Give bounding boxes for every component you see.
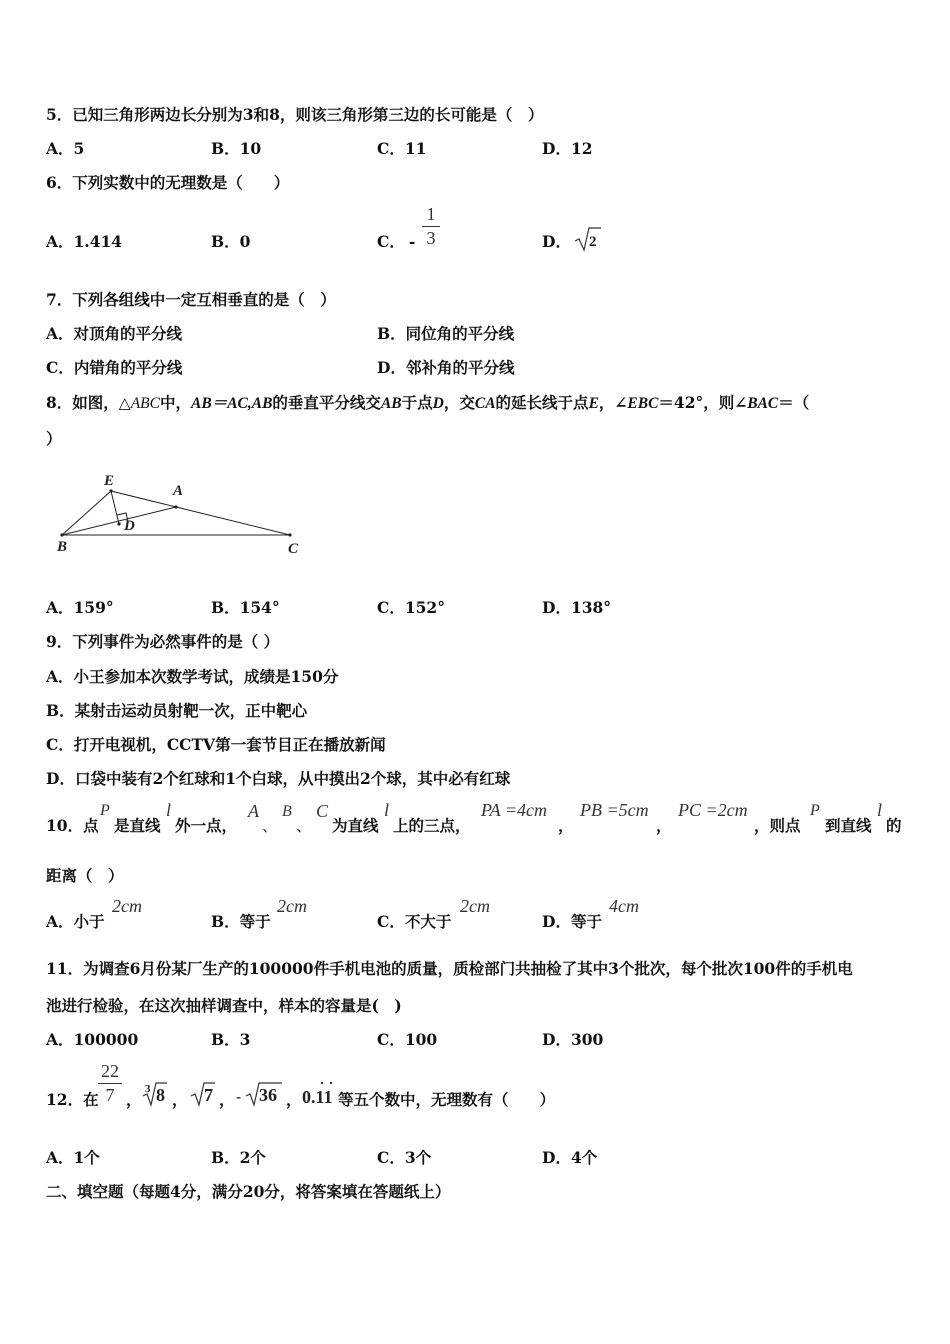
- svg-text:8: 8: [156, 1085, 165, 1105]
- q6-option-b: B．0: [211, 232, 251, 251]
- q12-comma-1: ，: [126, 1090, 142, 1109]
- q10-option-d: D．等于: [542, 912, 602, 931]
- label-b: B: [57, 539, 68, 555]
- q10-line-l: l: [166, 800, 172, 820]
- q10-pb: PB =5cm: [580, 800, 649, 820]
- q10-point-a: A: [248, 801, 259, 821]
- q12-cube-root: [142, 1080, 168, 1108]
- q12-negative-sign: -: [236, 1088, 242, 1106]
- q12-fraction: 22 7: [98, 1061, 122, 1106]
- q10-option-a-value: 2cm: [112, 896, 142, 916]
- q12-repeating-decimal: [302, 1078, 342, 1108]
- q10-stem-line-2: 距离（ ）: [46, 866, 124, 885]
- q10-option-b: B．等于: [211, 912, 271, 931]
- q10-text-1: 是直线: [114, 816, 161, 835]
- q10-sep-1: 、: [262, 817, 278, 835]
- q12-comma-2: ，: [172, 1090, 188, 1109]
- svg-text:7: 7: [204, 1085, 213, 1105]
- q10-comma-2: ，: [656, 816, 672, 835]
- q10-comma-1: ，: [558, 816, 574, 835]
- q10-pa: PA =4cm: [481, 800, 547, 820]
- q12-comma-3: ，: [219, 1090, 235, 1109]
- q10-point-b: B: [282, 803, 292, 820]
- label-d: D: [124, 518, 135, 534]
- svg-text:3: 3: [145, 1083, 151, 1095]
- q9-stem: 9．下列事件为必然事件的是（ ）: [46, 632, 280, 651]
- q12-stem-tail: 等五个数中，无理数有（ ）: [338, 1090, 556, 1109]
- label-e: E: [104, 473, 115, 489]
- q10-line-l-2: l: [384, 800, 390, 820]
- section-2-heading: 二、填空题（每题4分，满分20分，将答案填在答题纸上）: [46, 1182, 451, 1201]
- svg-text:2: 2: [589, 234, 597, 250]
- q12-option-c: C．3个: [377, 1148, 432, 1167]
- q10-option-d-value: 4cm: [609, 896, 639, 916]
- q5-option-b: B．10: [211, 139, 262, 158]
- q8-stem: 8．如图，△ABC中，AB＝AC,AB的垂直平分线交AB于点D，交CA的延长线于点E，∠EBC＝42°，则∠BAC＝（: [46, 393, 810, 412]
- q7-option-c: C．内错角的平分线: [46, 358, 183, 377]
- q11-option-d: D．300: [542, 1030, 604, 1049]
- q10-text-5: ，则点: [754, 816, 801, 835]
- q12-comma-4: ，: [286, 1090, 302, 1109]
- q7-stem: 7．下列各组线中一定互相垂直的是（ ）: [46, 290, 336, 309]
- q10-sep-2: 、: [296, 817, 312, 835]
- q10-line-l-3: l: [877, 800, 883, 820]
- label-a: A: [173, 483, 184, 499]
- q10-option-c-value: 2cm: [460, 896, 490, 916]
- q5-option-a: A．5: [46, 139, 85, 158]
- q6-option-d: D．: [542, 232, 571, 251]
- segment-ec: [111, 491, 290, 535]
- q6-option-c: C． -: [377, 232, 416, 251]
- label-c: C: [288, 541, 299, 557]
- q10-text-2: 外一点，: [175, 816, 238, 835]
- q10-number: 10．点: [46, 816, 99, 835]
- point-b: [60, 533, 63, 536]
- q5-option-c: C．11: [377, 139, 427, 158]
- q11-stem-line-2: 池进行检验，在这次抽样调查中，样本的容量是( ): [46, 996, 402, 1015]
- q10-option-b-value: 2cm: [277, 896, 307, 916]
- q10-text-6: 到直线: [825, 816, 872, 835]
- point-c: [288, 533, 291, 536]
- q10-text-7: 的: [886, 816, 902, 835]
- q9-option-b: B．某射击运动员射靶一次，正中靶心: [46, 701, 308, 720]
- q9-option-a: A．小王参加本次数学考试，成绩是150分: [46, 667, 339, 686]
- segment-ed: [111, 491, 119, 524]
- q8-option-d: D．138°: [542, 598, 612, 617]
- q6-option-a: A．1.414: [46, 232, 123, 251]
- q11-stem-line-1: 11．为调查6月份某厂生产的100000件手机电池的质量，质检部门共抽检了其中3个批次，每个批次100件的手机电: [46, 959, 853, 978]
- repeat-dot-2: [330, 1082, 332, 1084]
- q9-option-d: D．口袋中装有2个红球和1个白球，从中摸出2个球，其中必有红球: [46, 769, 511, 788]
- q10-option-c: C．不大于: [377, 912, 452, 931]
- q10-point-p-2: P: [810, 802, 820, 819]
- q8-option-c: C．152°: [377, 598, 445, 617]
- q10-text-3: 为直线: [332, 816, 379, 835]
- q10-option-a: A．小于: [46, 912, 105, 931]
- q8-stem-close: ）: [46, 429, 62, 448]
- svg-text:0.11: 0.11: [302, 1087, 333, 1107]
- q6-sqrt-symbol: [574, 226, 602, 252]
- repeat-dot-1: [321, 1082, 323, 1084]
- q12-label: 12．在: [46, 1090, 99, 1109]
- q7-option-b: B．同位角的平分线: [377, 324, 515, 343]
- q8-option-b: B．154°: [211, 598, 280, 617]
- q12-option-d: D．4个: [542, 1148, 598, 1167]
- point-d: [117, 522, 120, 525]
- q8-figure-triangle: [52, 468, 312, 558]
- q12-option-b: B．2个: [211, 1148, 266, 1167]
- q5-stem: 5．已知三角形两边长分别为3和8，则该三角形第三边的长可能是（ ）: [46, 105, 544, 124]
- q10-point-p: P: [100, 802, 110, 819]
- q6-stem: 6．下列实数中的无理数是（ ）: [46, 173, 290, 192]
- q11-option-b: B．3: [211, 1030, 251, 1049]
- q10-text-4: 上的三点，: [393, 816, 471, 835]
- q12-option-a: A．1个: [46, 1148, 100, 1167]
- segment-ba: [62, 507, 176, 535]
- q10-point-c: C: [316, 801, 329, 821]
- svg-text:36: 36: [259, 1085, 277, 1105]
- q8-option-a: A．159°: [46, 598, 114, 617]
- q7-option-d: D．邻补角的平分线: [377, 358, 515, 377]
- q11-option-c: C．100: [377, 1030, 438, 1049]
- point-a: [174, 505, 177, 508]
- q5-option-d: D．12: [542, 139, 593, 158]
- q9-option-c: C．打开电视机，CCTV第一套节目正在播放新闻: [46, 735, 386, 754]
- q6-option-c-fraction: 1 3: [422, 204, 440, 249]
- point-e: [109, 489, 112, 492]
- segment-be: [62, 491, 111, 535]
- q10-pc: PC =2cm: [678, 800, 748, 820]
- q12-sqrt-7: [190, 1080, 216, 1108]
- q11-option-a: A．100000: [46, 1030, 139, 1049]
- q12-sqrt-36: [245, 1080, 283, 1108]
- q7-option-a: A．对顶角的平分线: [46, 324, 183, 343]
